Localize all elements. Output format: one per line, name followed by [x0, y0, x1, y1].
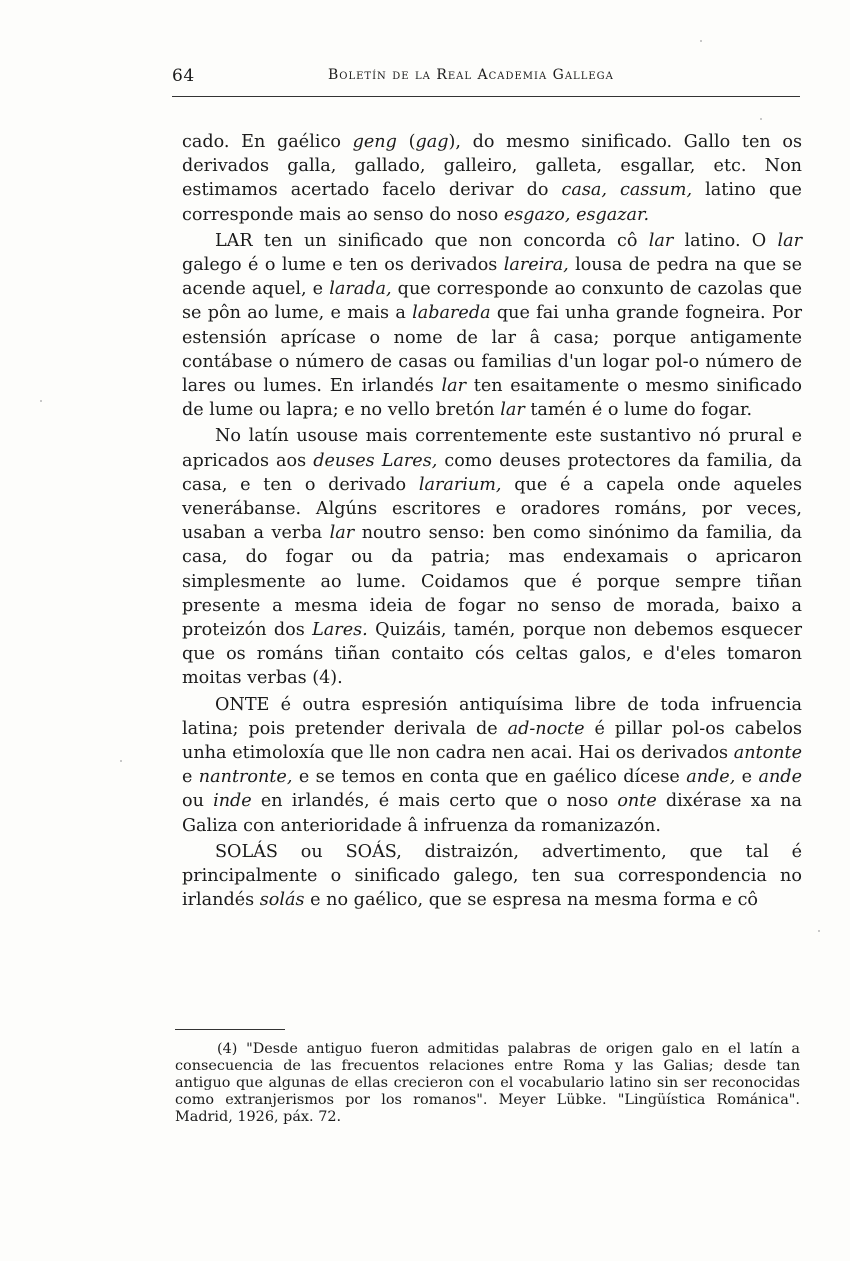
scan-speck — [40, 400, 42, 402]
italic-term: ande, — [686, 767, 736, 788]
body-paragraph — [182, 424, 802, 690]
text-run: ONTE é outra espresión antiquísima libre de toda infruencia latina; pois pretender derivala de — [182, 694, 802, 739]
text-run: que fai unha grande fogneira. Por estensión aprícase o nome de lar â casa; porque antigamente contábase o número de casas ou familias d'un logar pol-o número de lares ou lumes. En irlandés — [182, 303, 802, 397]
italic-term: solás — [259, 890, 305, 911]
body-paragraph — [182, 693, 802, 838]
body-text — [182, 130, 802, 913]
italic-term: ad-nocte — [507, 718, 585, 739]
scan-speck — [120, 760, 122, 762]
italic-term: Lares. — [312, 620, 368, 641]
text-run: Quizáis, tamén, porque non debemos esquecer que os románs tiñan contaito cós celtas galos, e d'eles tomaron moitas verbas (4). — [182, 620, 803, 689]
italic-term: labareda — [412, 303, 491, 324]
italic-term: larada, — [329, 279, 392, 300]
text-run: latino. O — [673, 230, 778, 251]
scan-speck — [760, 118, 762, 120]
text-run: é pillar pol-os cabelos unha etimoloxía que lle non cadra nen acai. Hai os derivados — [182, 718, 803, 764]
italic-term: nantronte, — [198, 767, 293, 788]
text-run: e se temos en conta que en gaélico dícese — [292, 767, 687, 788]
text-run: ten esaitamente o mesmo sinificado de lume ou lapra; e no vello bretón — [182, 376, 803, 421]
text-run: e no gaélico, que se espresa na mesma forma e cô — [304, 890, 759, 911]
italic-term: deuses Lares, — [313, 450, 438, 471]
page-header — [172, 66, 802, 92]
text-run: ou — [182, 791, 214, 812]
text-run: LAR ten un sinificado que non concorda cô — [215, 230, 649, 251]
italic-term: lar — [648, 230, 674, 251]
italic-term: lar — [329, 523, 355, 544]
text-run: galego é o lume e ten os derivados — [182, 255, 504, 276]
text-run: tamén é o lume do fogar. — [524, 400, 753, 421]
text-run: e — [182, 767, 199, 788]
footnote-mark: (4) — [217, 1041, 238, 1057]
text-run: SOLÁS ou SOÁS, distraizón, advertimento, que tal é principalmente o sinificado galego, ten sua correspondencia no irlandés — [182, 841, 802, 911]
text-run: ), do mesmo sinificado. Gallo ten os derivados galla, gallado, galleiro, galleta, esgallar, etc. Non estimamos acertado facelo derivar do — [182, 132, 802, 201]
running-title: Boletín de la Real Academia Gallega — [328, 67, 614, 83]
italic-term: esgazo, esgazar. — [503, 204, 650, 225]
italic-term: ande — [758, 767, 802, 788]
body-paragraph — [182, 229, 802, 423]
footnote-text: "Desde antiguo fueron admitidas palabras de origen galo en el latín a consecuencia de las frecuentos relaciones entre Roma y las Galias; desde tan antiguo que algunas de ellas crecieron con el vocabulario latino sin ser reconocidas como extranjerismos por los romanos". Meyer Lübke. "Lingüística Románica". Madrid, 1926, páx. 72. — [175, 1041, 800, 1125]
text-run: e — [735, 767, 759, 788]
text-run: No latín usouse mais correntemente este sustantivo nó prural e apricados aos — [182, 426, 802, 471]
italic-term: lararium, — [418, 474, 502, 495]
italic-term: lar — [441, 376, 467, 397]
text-run: como deuses protectores da familia, da casa, e ten o derivado — [182, 450, 802, 495]
page-number: 64 — [172, 66, 195, 86]
italic-term: lar — [777, 230, 802, 251]
text-run: que corresponde ao conxunto de cazolas que se pôn ao lume, e mais a — [182, 279, 802, 324]
italic-term: geng — [352, 132, 397, 152]
text-run: noutro senso: ben como sinónimo da familia, da casa, do fogar ou da patria; mas endexamais o apricaron simplesmente ao lume. Coidamos que é porque sempre tiñan presente a mesma ideia de fogar no senso de morada, baixo a proteizón dos — [182, 523, 802, 641]
footnote-rule — [175, 1029, 285, 1030]
text-run: ( — [396, 132, 416, 152]
text-run: lousa de pedra na que se acende aquel, e — [182, 255, 802, 300]
italic-term: antonte — [733, 743, 802, 764]
italic-term: lar — [500, 400, 525, 421]
footnote — [175, 1041, 800, 1126]
scan-speck — [818, 930, 820, 932]
italic-term: casa, cassum, — [561, 180, 693, 201]
text-run: latino que corresponde mais ao senso do noso — [182, 180, 802, 225]
header-rule — [172, 96, 800, 97]
italic-term: inde — [213, 791, 252, 812]
text-run: que é a capela onde aqueles venerábanse. Algúns escritores e oradores románs, por veces, usaban a verba — [182, 474, 802, 544]
body-paragraph — [182, 130, 802, 227]
italic-term: onte — [617, 791, 657, 812]
text-run: dixérase xa na Galiza con anterioridade â infruenza da romanizazón. — [182, 791, 802, 836]
scan-speck — [700, 40, 702, 42]
text-run: en irlandés, é mais certo que o noso — [251, 791, 618, 812]
text-run: cado. En gaélico — [182, 132, 353, 152]
italic-term: lareira, — [503, 255, 569, 276]
body-paragraph — [182, 840, 802, 913]
italic-term: gag — [415, 132, 449, 152]
